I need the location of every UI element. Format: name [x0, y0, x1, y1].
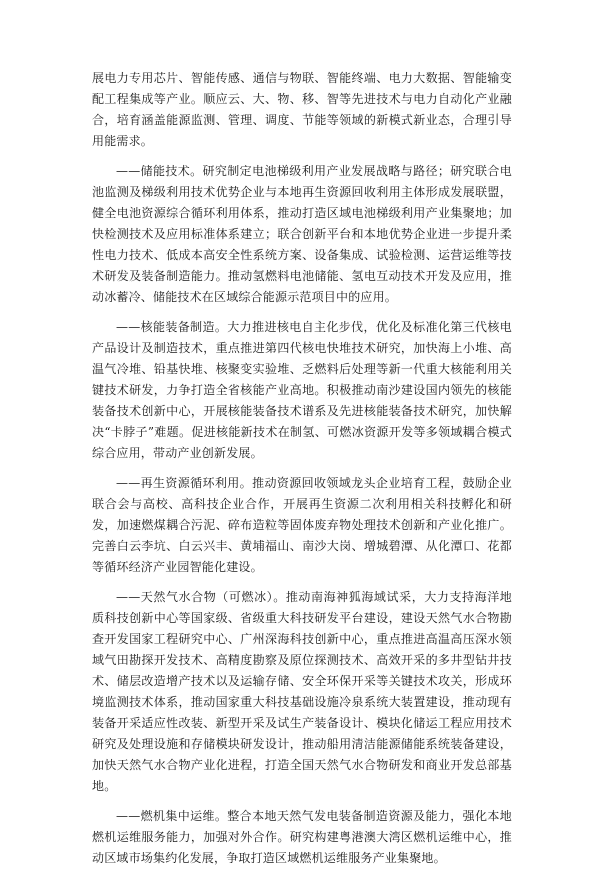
paragraph-gas-hydrate: ——天然气水合物（可燃冰）。推动南海神狐海域试采，大力支持海洋地质科技创新中心等国家级、省级重大科技研发平台建设，建设天然气水合物勘查开发国家工程研究中心、广州深海科技创新中心，重点推进高温高压深水领域气田勘探开发技术、高精度勘察及原位探测技术、高效开采的多井型钻井技术、储层改造增产技术以及运输存储、安全环保开采等关键技术攻关，形成环境监测技术体系，推动国家重大科技基础设施冷泉系统大装置建设，推动现有装备开采适应性改装、新型开采及试生产装备设计、模块化储运工程应用技术研究及处理设施和存储模块研发设计，推动船用清洁能源储能系统装备建设，加快天然气水合物产业化进程，打造全国天然气水合物研发和商业开发总部基地。 — [92, 590, 512, 793]
paragraph-gas-turbine: ——燃机集中运维。整合本地天然气发电装备制造资源及能力，强化本地燃机运维服务能力，加强对外合作。研究构建粤港澳大湾区燃机运维中心，推动区域市场集约化发展，争取打造区域燃机运维服务产业集聚地。 — [92, 809, 512, 865]
paragraph-recycling: ——再生资源循环利用。推动资源回收领域龙头企业培育工程，鼓励企业联合会与高校、高科技企业合作，开展再生资源二次利用相关科技孵化和研发，加速燃煤耦合污泥、碎布造粒等固体废弃物处理技术创新和产业化推广。完善白云李坑、白云兴丰、黄埔福山、南沙大岗、增城碧潭、从化潭口、花都等循环经济产业园智能化建设。 — [92, 476, 512, 574]
paragraph-energy-storage: ——储能技术。研究制定电池梯级利用产业发展战略与路径；研究联合电池监测及梯级利用技术优势企业与本地再生资源回收利用主体形成发展联盟，健全电池资源综合循环利用体系，推动打造区域电池梯级利用产业集聚地；加快检测技术及应用标准体系建立；联合创新平台和本地优势企业进一步提升柔性电力技术、低成本高安全性系统方案、设备集成、试验检测、运营运维等技术研发及装备制造能力。推动氢燃料电池储能、氢电互动技术开发及应用，推动冰蓄冷、储能技术在区域综合能源示范项目中的应用。 — [92, 164, 512, 304]
paragraph-continuation: 展电力专用芯片、智能传感、通信与物联、智能终端、电力大数据、智能输变配工程集成等产业。顺应云、大、物、移、智等先进技术与电力自动化产业融合，培育涵盖能源监测、管理、调度、节能等领域的新模式新业态，合理引导用能需求。 — [92, 71, 512, 148]
paragraph-nuclear-equipment: ——核能装备制造。大力推进核电自主化步伐，优化及标准化第三代核电产品设计及制造技术，重点推进第四代核电快堆技术研究，加快海上小堆、高温气冷堆、铅基快堆、核聚变实验堆、乏燃料后处理等新一代重大核能利用关键技术研发，力争打造全省核能产业高地。积极推动南沙建设国内领先的核能装备技术创新中心，开展核能装备技术谱系及先进核能装备技术研究，加快解决“卡脖子”难题。促进核能新技术在制氢、可燃冰资源开发等多领域耦合模式综合应用，带动产业创新发展。 — [92, 320, 512, 460]
document-body — [92, 68, 512, 878]
